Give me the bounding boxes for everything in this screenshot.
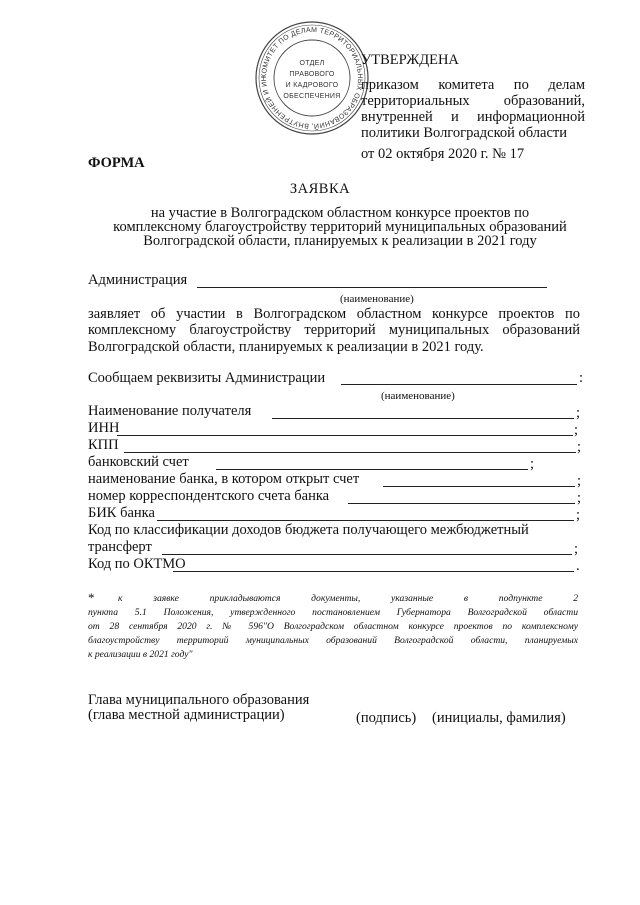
semicolon: ; — [530, 456, 535, 472]
admin-name-field[interactable] — [197, 287, 547, 288]
signatory-position: Глава муниципального образования — [88, 692, 310, 708]
subtitle-line: Волгоградской области, планируемых к реализации в 2021 году — [143, 233, 537, 249]
semicolon: ; — [576, 405, 581, 421]
field-label-bank-account: банковский счет — [88, 454, 189, 470]
footnote-line: к заявке прикладываются документы, указанные в подпункте 2 — [118, 593, 578, 604]
bank-account-field[interactable] — [216, 469, 528, 470]
footnote-marker: * — [88, 590, 95, 605]
field-label-kpp: КПП — [88, 437, 119, 453]
admin-label: Администрация — [88, 272, 188, 288]
semicolon: ; — [574, 541, 579, 557]
income-code-field[interactable] — [162, 554, 572, 555]
stamp-line: ОТДЕЛ — [299, 60, 325, 67]
official-stamp — [254, 20, 370, 136]
approval-line: внутренней и информационной — [361, 109, 585, 125]
corr-account-field[interactable] — [348, 503, 575, 504]
requisites-admin-field[interactable] — [341, 384, 577, 385]
statement-line: Волгоградской области, планируемых к реализации в 2021 году. — [88, 339, 484, 355]
inn-field[interactable] — [117, 435, 573, 436]
semicolon: ; — [574, 422, 579, 438]
stamp-line: И КАДРОВОГО — [285, 82, 339, 89]
name-caption: (инициалы, фамилия) — [432, 710, 566, 726]
period: . — [576, 558, 580, 574]
recipient-field[interactable] — [272, 418, 574, 419]
signatory-position-note: (глава местной администрации) — [88, 707, 285, 723]
stamp-line: ОБЕСПЕЧЕНИЯ — [283, 93, 341, 100]
approval-heading: УТВЕРЖДЕНА — [361, 52, 459, 68]
kpp-field[interactable] — [124, 452, 576, 453]
semicolon: ; — [576, 507, 581, 523]
form-label: ФОРМА — [88, 155, 145, 171]
field-label-bank-name: наименование банка, в котором открыт счет — [88, 471, 360, 487]
semicolon: ; — [577, 473, 582, 489]
subtitle-line: комплексному благоустройству территорий муниципальных образований — [113, 219, 567, 235]
signature-caption: (подпись) — [356, 710, 417, 726]
bank-name-field[interactable] — [383, 486, 575, 487]
field-label-inn: ИНН — [88, 420, 120, 436]
statement-line: комплексному благоустройству территорий муниципальных образований — [88, 322, 580, 338]
approval-line: территориальных образований, — [361, 93, 585, 109]
semicolon: ; — [577, 490, 582, 506]
field-label-recipient: Наименование получателя — [88, 403, 252, 419]
subtitle-line: на участие в Волгоградском областном конкурсе проектов по — [150, 205, 530, 221]
footnote-line: пункта 5.1 Положения, утвержденного постановлением Губернатора Волгоградской области — [88, 607, 578, 618]
stamp-seal — [254, 20, 370, 136]
stamp-line: ПРАВОВОГО — [289, 71, 335, 78]
document-title: ЗАЯВКА — [289, 181, 351, 197]
requisites-caption: (наименование) — [381, 390, 455, 402]
approval-line: политики Волгоградской области — [361, 125, 568, 141]
bik-field[interactable] — [157, 520, 574, 521]
field-label-oktmo: Код по ОКТМО — [88, 556, 186, 572]
field-label-transfer: трансферт — [88, 539, 152, 555]
approval-line: приказом комитета по делам — [361, 77, 585, 93]
stamp-ring-text: КОМИТЕТ ПО ДЕЛАМ ТЕРРИТОРИАЛЬНЫХ ОБРАЗОВАНИЙ, ВНУТРЕННЕЙ И ИН — [260, 26, 364, 130]
statement-line: заявляет об участии в Волгоградском областном конкурсе проектов по — [88, 306, 580, 322]
admin-caption: (наименование) — [340, 293, 414, 305]
footnote-line: к реализации в 2021 году" — [88, 649, 193, 660]
oktmo-field[interactable] — [173, 571, 574, 572]
field-label-corr-account: номер корреспондентского счета банка — [88, 488, 330, 504]
footnote-line: от 28 сентября 2020 г. № 596"О Волгоградском областном конкурсе проектов по комплексному — [88, 621, 578, 632]
approval-date-number: от 02 октября 2020 г. № 17 — [361, 146, 525, 162]
requisites-intro: Сообщаем реквизиты Администрации — [88, 370, 326, 386]
colon: : — [579, 370, 584, 386]
footnote-line: благоустройству территорий муниципальных образований Волгоградской области, планируемых — [88, 635, 578, 646]
semicolon: ; — [577, 439, 582, 455]
field-label-income-code: Код по классификации доходов бюджета получающего межбюджетный — [88, 522, 529, 538]
field-label-bik: БИК банка — [88, 505, 155, 521]
